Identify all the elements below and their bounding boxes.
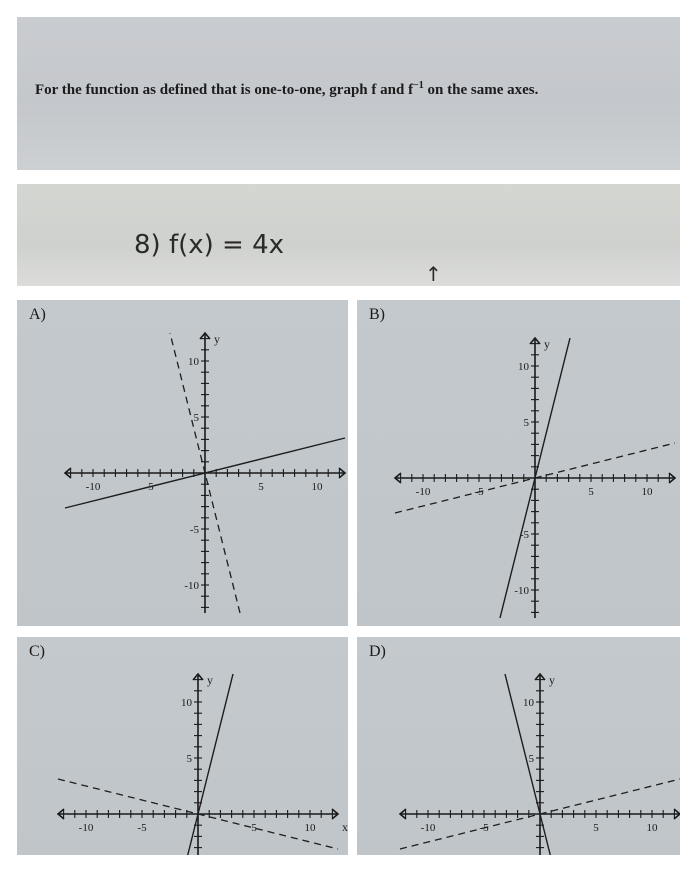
x-tick-label: 5 — [593, 822, 599, 834]
x-tick-label: -5 — [137, 822, 147, 834]
instruction-text-end: on the same axes. — [423, 82, 539, 98]
y-axis-label: y — [549, 673, 555, 687]
x-tick-label: -10 — [415, 486, 431, 498]
y-axis-label: y — [207, 673, 213, 687]
y-tick-label: 5 — [523, 417, 529, 429]
x-tick-label: -10 — [78, 822, 94, 834]
y-tick-label: 5 — [193, 412, 199, 424]
inverse-superscript: −1 — [413, 80, 424, 91]
y-tick-label: -10 — [184, 580, 199, 592]
option-c-graph — [17, 637, 348, 855]
x-tick-label: 5 — [251, 822, 257, 834]
option-a-panel[interactable] — [17, 300, 348, 626]
up-arrow-icon: ↑ — [425, 262, 442, 286]
option-a-graph — [17, 300, 348, 626]
option-d-label: D) — [369, 643, 386, 660]
y-tick-label: 10 — [181, 697, 192, 709]
y-tick-label: -5 — [519, 529, 529, 541]
option-d-panel[interactable] — [357, 637, 680, 855]
instruction-text — [35, 80, 538, 99]
x-tick-label: -5 — [479, 822, 489, 834]
y-tick-label: 10 — [523, 697, 534, 709]
x-tick-label: -10 — [420, 822, 436, 834]
y-tick-label: 10 — [188, 356, 199, 368]
option-d-graph — [357, 637, 680, 855]
y-tick-label: 5 — [528, 753, 534, 765]
instruction-strip — [17, 17, 680, 170]
problem-strip — [17, 184, 680, 286]
x-tick-label: 10 — [304, 822, 316, 834]
option-b-panel[interactable] — [357, 300, 680, 626]
option-b-graph — [357, 300, 680, 626]
x-tick-label: 10 — [311, 481, 323, 493]
problem-statement: 8) f(x) = 4x — [134, 230, 285, 260]
y-tick-label: -10 — [514, 585, 529, 597]
x-tick-label: 10 — [641, 486, 653, 498]
option-c-label: C) — [29, 643, 45, 660]
y-tick-label: 5 — [186, 753, 192, 765]
y-axis-label: y — [544, 337, 550, 351]
x-tick-label: -5 — [474, 486, 484, 498]
option-a-label: A) — [29, 306, 46, 323]
x-tick-label: 5 — [588, 486, 594, 498]
y-tick-label: 10 — [518, 361, 529, 373]
option-c-panel[interactable] — [17, 637, 348, 855]
x-tick-label: -5 — [144, 481, 154, 493]
instruction-text-main: For the function as defined that is one-to-one, graph f and f — [35, 82, 414, 98]
x-tick-label: 5 — [258, 481, 264, 493]
y-tick-label: -5 — [189, 524, 199, 536]
option-b-label: B) — [369, 306, 385, 323]
x-axis-label: x — [342, 820, 348, 834]
y-axis-label: y — [214, 332, 220, 346]
x-tick-label: 10 — [646, 822, 658, 834]
x-tick-label: -10 — [85, 481, 101, 493]
